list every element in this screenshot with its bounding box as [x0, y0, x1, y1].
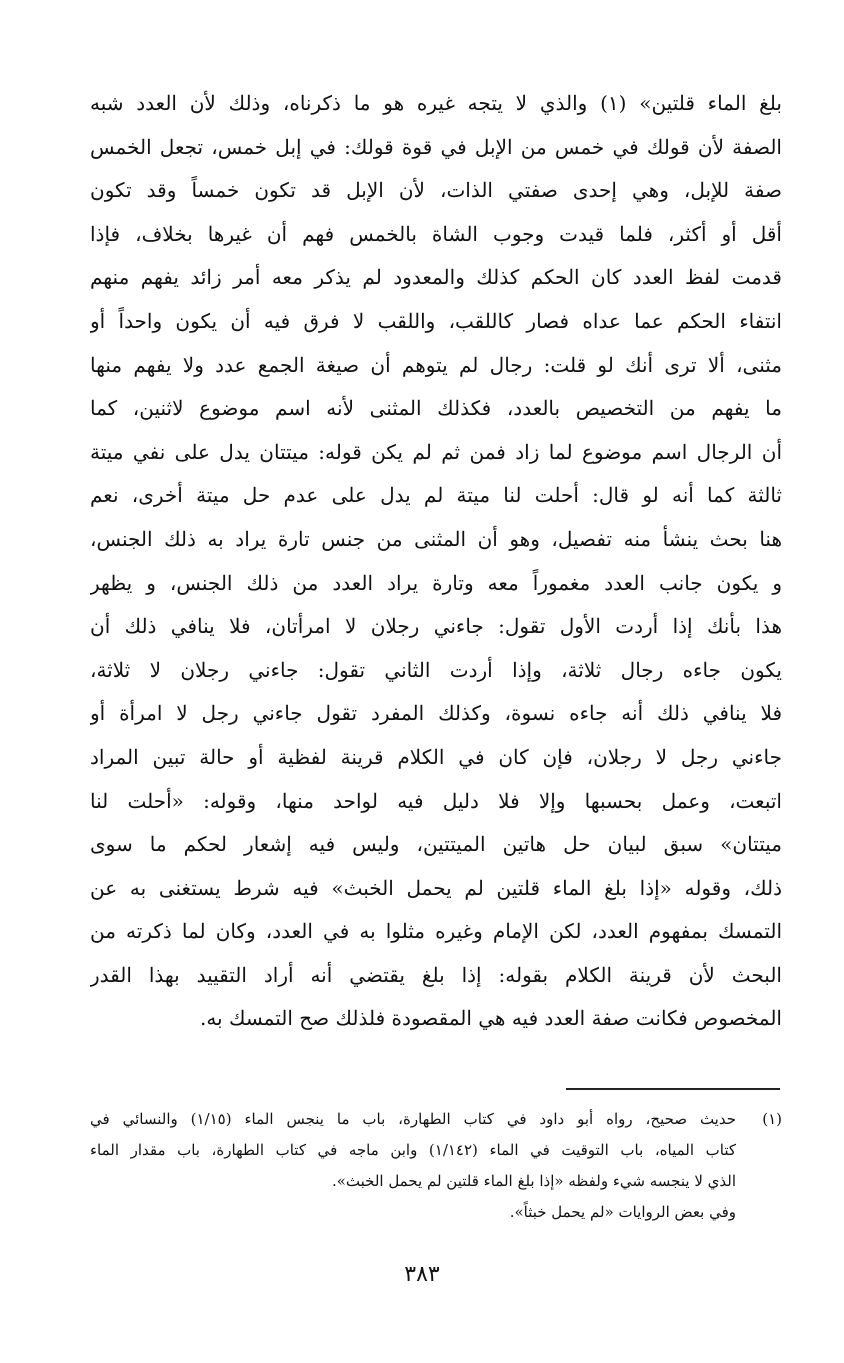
text-line: اتبعت، وعمل بحسبها وإلا فلا دليل فيه لواحد منها، وقوله: «أحلت لنا — [90, 788, 782, 813]
text-line: قدمت لفظ العدد كان الحكم كذلك والمعدود لم يذكر معه أمر زائد يفهم منهم — [90, 265, 782, 290]
text-line: البحث لأن قرينة الكلام بقوله: إذا بلغ يقتضي أنه أراد التقييد بهذا القدر — [90, 962, 782, 987]
text-line: جاءني رجل لا رجلان، فإن كان في الكلام قرينة لفظية أو حالة تبين المراد — [90, 744, 782, 769]
text-line: أن الرجال اسم موضوع لما زاد فمن ثم لم يكن قوله: ميتتان يدل على نفي ميتة — [90, 439, 782, 464]
text-line: ثالثة كما أنه لو قال: أحلت لنا ميتة لم يدل على عدم حل ميتة أخرى، نعم — [90, 483, 782, 508]
text-line: فلا ينافي ذلك أنه جاءه نسوة، وكذلك المفرد تقول جاءني رجل لا امرأة أو — [90, 701, 782, 726]
text-line: بلغ الماء قلتين» (١) والذي لا يتجه غيره هو ما ذكرناه، وذلك لأن العدد شبه — [90, 91, 782, 115]
text-line: مثنى، ألا ترى أنك لو قلت: رجال لم يتوهم أن صيغة الجمع عدد ولا يفهم منها — [90, 352, 782, 377]
text-line: ميتتان» سبق لبيان حل هاتين الميتتين، وليس فيه إشعار لحكم ما سوى — [90, 832, 782, 857]
footnote-first-line — [90, 1104, 782, 1135]
footnote-text: وفي بعض الروايات «لم يحمل خبثاً». — [509, 1203, 736, 1221]
footnote-text: حديث صحيح، رواه أبو داود في كتاب الطهارة، باب ما ينجس الماء (١/١٥) والنسائي في — [90, 1110, 736, 1128]
text-line: ذلك، وقوله «إذا بلغ الماء قلتين لم يحمل الخبث» فيه شرط يستغنى به عن — [90, 875, 782, 900]
text-line: يكون جاءه رجال ثلاثة، وإذا أردت الثاني تقول: جاءني رجلان لا ثلاثة، — [90, 657, 782, 682]
text-line: ما يفهم من التخصيص بالعدد، فكذلك المثنى لأنه اسم موضوع لاثنين، كما — [90, 396, 782, 421]
footnote-divider — [566, 1088, 780, 1090]
text-line: المخصوص فكانت صفة العدد فيه هي المقصودة فلذلك صح التمسك به. — [199, 1006, 782, 1031]
footnote-text: كتاب المياه، باب التوقيت في الماء (١/١٤٢) وابن ماجه في كتاب الطهارة، باب مقدار الماء — [90, 1141, 736, 1159]
text-line: انتفاء الحكم عما عداه فصار كاللقب، واللقب لا فرق فيه أن يكون واحداً أو — [90, 308, 782, 333]
text-line: الصفة لأن قولك في خمس من الإبل في قوة قولك: في إبل خمس، تجعل الخمس — [90, 134, 782, 159]
text-line: صفة للإبل، وهي إحدى صفتي الذات، لأن الإبل قد تكون خمساً وقد تكون — [90, 178, 782, 203]
text-line: أقل أو أكثر، فلما قيدت وجوب الشاة بالخمس فهم أن غيرها بخلاف، فإذا — [90, 221, 782, 246]
footnote — [90, 1104, 782, 1228]
text-line: هنا بحث ينشأ منه تفصيل، وهو أن المثنى من جنس تارة يراد به ذلك الجنس، — [90, 526, 782, 551]
text-line: هذا بأنك إذا أردت الأول تقول: جاءني رجلان لا امرأتان، فلا ينافي ذلك أن — [90, 614, 782, 639]
text-line: التمسك بمفهوم العدد، لكن الإمام وغيره مثلوا به في العدد، وكان لما ذكرته من — [90, 919, 782, 944]
text-line: و يكون جانب العدد مغموراً معه وتارة يراد العدد من ذلك الجنس، و يظهر — [90, 570, 782, 595]
page-number: ٣٨٣ — [404, 1262, 440, 1287]
main-text — [90, 82, 782, 1041]
footnote-marker: (١) — [762, 1110, 782, 1128]
footnote-text: الذي لا ينجسه شيء ولفظه «إذا بلغ الماء قلتين لم يحمل الخبث». — [331, 1172, 736, 1190]
